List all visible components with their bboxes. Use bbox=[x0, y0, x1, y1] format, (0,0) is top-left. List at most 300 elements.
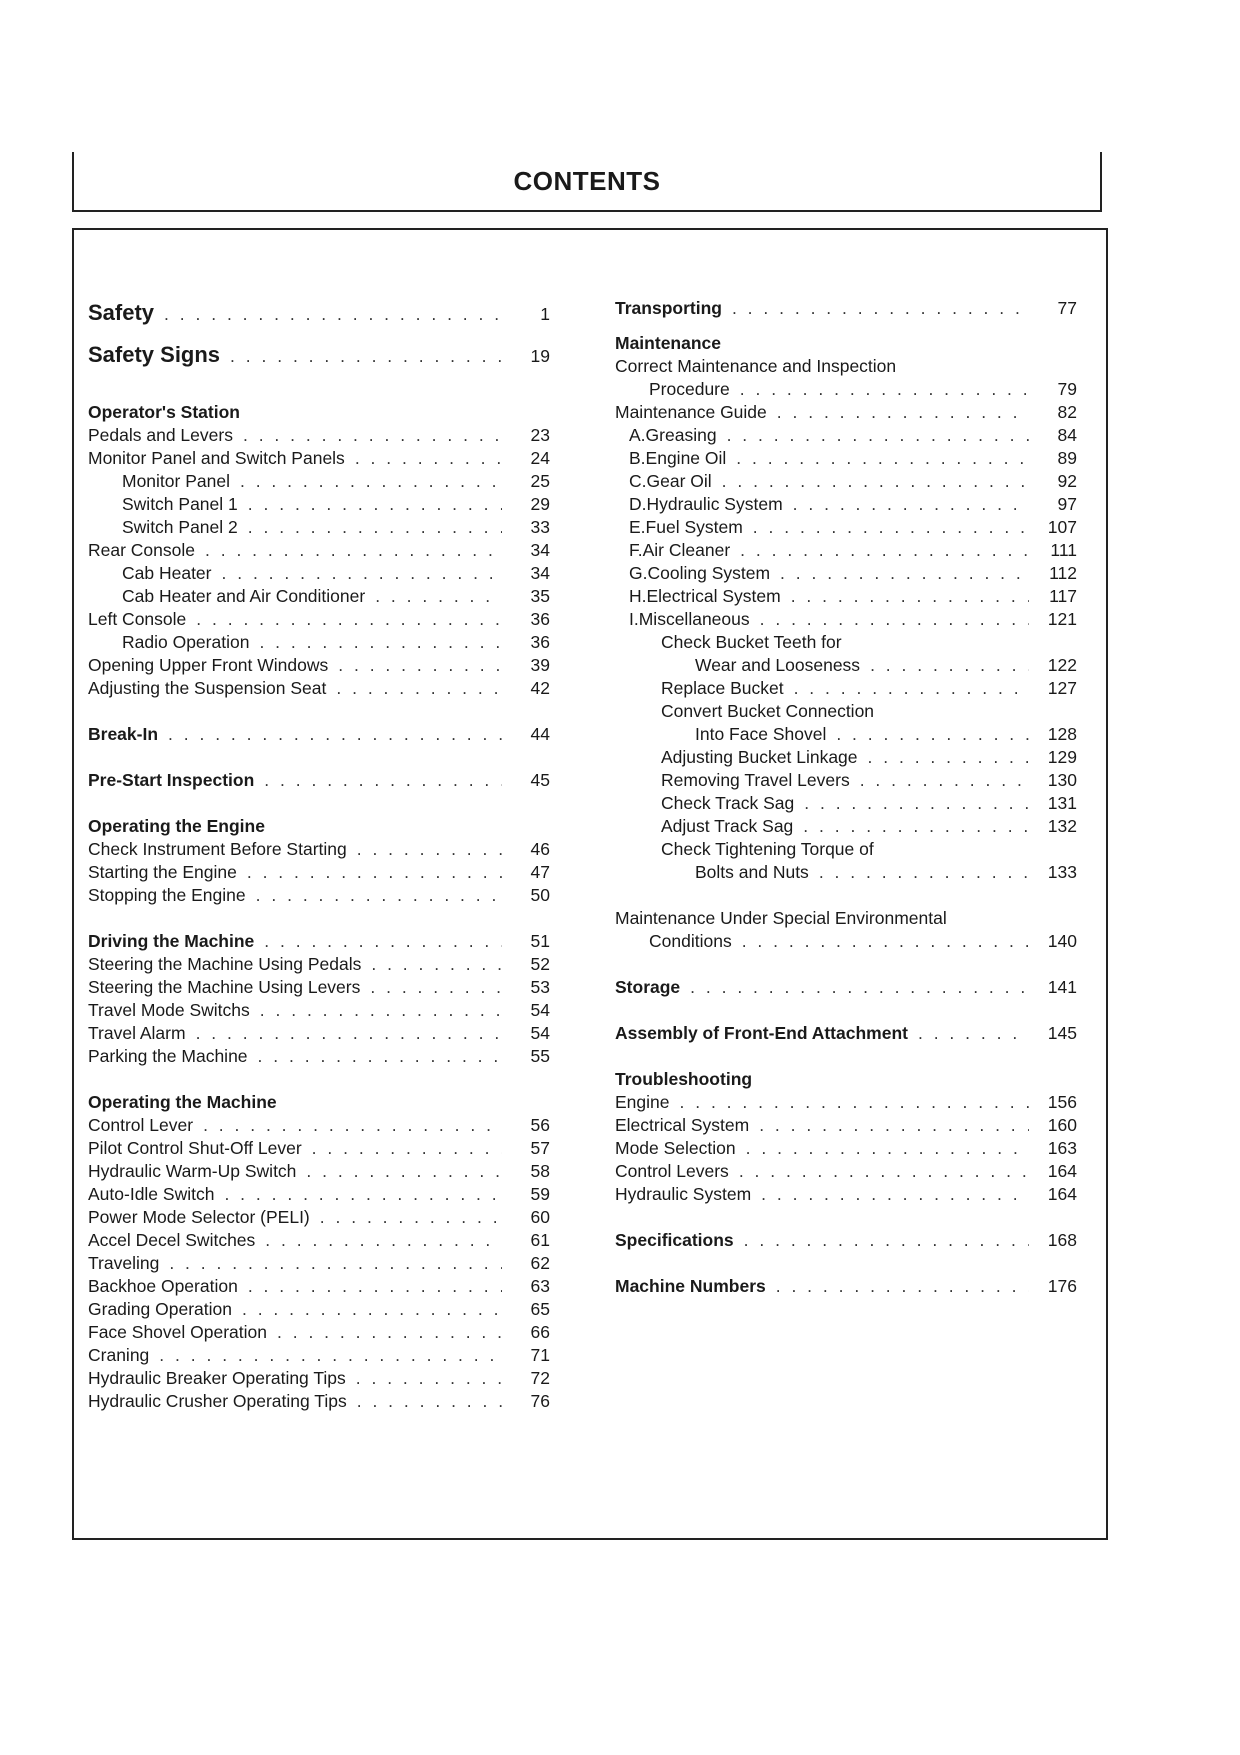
toc-page-number: 23 bbox=[530, 425, 550, 445]
toc-entry-title: Hydraulic Breaker Operating Tips bbox=[88, 1368, 346, 1388]
toc-dot-leader bbox=[777, 401, 1029, 424]
toc-entry-title: Steering the Machine Using Levers bbox=[88, 977, 361, 997]
toc-page-number: 61 bbox=[530, 1230, 550, 1250]
toc-entry bbox=[615, 700, 1077, 723]
toc-entry-title: Storage bbox=[615, 977, 681, 997]
toc-entry bbox=[88, 677, 550, 700]
toc-entry-title: Operating the Engine bbox=[88, 816, 265, 836]
toc-entry-title: Hydraulic Crusher Operating Tips bbox=[88, 1391, 347, 1411]
toc-entry-title: Adjusting the Suspension Seat bbox=[88, 678, 327, 698]
toc-entry bbox=[615, 907, 1077, 930]
toc-page-number: 112 bbox=[1049, 563, 1077, 583]
toc-entry bbox=[88, 930, 550, 953]
toc-entry-title: Air Cleaner bbox=[642, 540, 731, 560]
toc-entry-letter: I. bbox=[629, 609, 639, 629]
toc-dot-leader bbox=[727, 424, 1029, 447]
toc-entry-title: Transporting bbox=[615, 298, 722, 318]
toc-page-number: 44 bbox=[530, 724, 550, 744]
toc-page-number: 47 bbox=[530, 862, 550, 882]
toc-dot-leader bbox=[259, 631, 502, 654]
toc-dot-leader bbox=[247, 861, 502, 884]
toc-entry bbox=[615, 1275, 1077, 1298]
toc-dot-leader bbox=[264, 930, 502, 953]
toc-dot-leader bbox=[312, 1137, 502, 1160]
toc-dot-leader bbox=[680, 1091, 1030, 1114]
toc-entry-title: Hydraulic System bbox=[646, 494, 783, 514]
toc-entry-title: Pre-Start Inspection bbox=[88, 770, 255, 790]
toc-entry bbox=[88, 1344, 550, 1367]
toc-entry bbox=[88, 1275, 550, 1298]
toc-entry bbox=[615, 562, 1077, 585]
toc-entry-title: Specifications bbox=[615, 1230, 734, 1250]
toc-entry-title: Radio Operation bbox=[122, 632, 250, 652]
toc-page-number: 60 bbox=[530, 1207, 550, 1227]
toc-entry bbox=[88, 1390, 550, 1413]
toc-entry-title: Maintenance Under Special Environmental bbox=[615, 908, 947, 928]
toc-entry-title: Control Levers bbox=[615, 1161, 729, 1181]
toc-entry bbox=[88, 1206, 550, 1229]
toc-dot-leader bbox=[371, 953, 502, 976]
toc-entry bbox=[88, 332, 550, 378]
toc-entry bbox=[615, 378, 1077, 401]
toc-entry-title: Conditions bbox=[649, 931, 732, 951]
toc-entry bbox=[615, 792, 1077, 815]
toc-page-number: 33 bbox=[530, 517, 550, 537]
toc-entry-title: Bolts and Nuts bbox=[695, 862, 809, 882]
toc-dot-leader bbox=[248, 1275, 502, 1298]
toc-entry-title: Adjust Track Sag bbox=[661, 816, 794, 836]
toc-page-number: 97 bbox=[1057, 494, 1077, 514]
toc-dot-leader bbox=[320, 1206, 502, 1229]
toc-entry-title: Operator's Station bbox=[88, 402, 240, 422]
toc-dot-leader bbox=[224, 1183, 502, 1206]
toc-page-number: 156 bbox=[1047, 1092, 1077, 1112]
toc-entry-title: Wear and Looseness bbox=[695, 655, 861, 675]
toc-entry bbox=[88, 815, 550, 838]
toc-entry bbox=[88, 769, 550, 792]
toc-entry-title: Travel Mode Switchs bbox=[88, 1000, 250, 1020]
toc-page-number: 163 bbox=[1047, 1138, 1077, 1158]
toc-dot-leader bbox=[746, 1137, 1029, 1160]
toc-entry bbox=[88, 290, 550, 336]
toc-dot-leader bbox=[242, 1298, 502, 1321]
toc-entry bbox=[88, 1298, 550, 1321]
toc-entry-title: Replace Bucket bbox=[661, 678, 784, 698]
toc-entry bbox=[615, 1137, 1077, 1160]
toc-entry-title: Cab Heater and Air Conditioner bbox=[122, 586, 366, 606]
toc-dot-leader bbox=[240, 470, 502, 493]
toc-dot-leader bbox=[159, 1344, 502, 1367]
toc-entry bbox=[615, 861, 1077, 884]
toc-entry-title: Left Console bbox=[88, 609, 187, 629]
toc-dot-leader bbox=[256, 884, 502, 907]
toc-entry bbox=[88, 861, 550, 884]
toc-entry bbox=[88, 999, 550, 1022]
toc-entry bbox=[615, 1183, 1077, 1206]
toc-dot-leader bbox=[794, 677, 1029, 700]
toc-page-number: 160 bbox=[1047, 1115, 1077, 1135]
toc-entry bbox=[88, 1114, 550, 1137]
toc-dot-leader bbox=[761, 1183, 1029, 1206]
toc-page-number: 130 bbox=[1047, 770, 1077, 790]
toc-entry-title: Gear Oil bbox=[646, 471, 712, 491]
toc-entry-title: Face Shovel Operation bbox=[88, 1322, 267, 1342]
toc-dot-leader bbox=[690, 976, 1029, 999]
toc-entry-title: Steering the Machine Using Pedals bbox=[88, 954, 362, 974]
toc-page-number: 111 bbox=[1050, 540, 1077, 560]
toc-page-number: 164 bbox=[1047, 1184, 1077, 1204]
toc-entry bbox=[88, 608, 550, 631]
toc-entry-title: Greasing bbox=[645, 425, 717, 445]
toc-entry bbox=[615, 608, 1077, 631]
toc-dot-leader bbox=[793, 493, 1029, 516]
toc-page-number: 24 bbox=[530, 448, 550, 468]
toc-page-number: 133 bbox=[1047, 862, 1077, 882]
toc-entry bbox=[615, 1068, 1077, 1091]
toc-entry-title: Hydraulic Warm-Up Switch bbox=[88, 1161, 297, 1181]
toc-entry-title: Craning bbox=[88, 1345, 150, 1365]
toc-left-column bbox=[88, 290, 550, 1413]
toc-page-number: 132 bbox=[1047, 816, 1077, 836]
toc-entry-title: Safety Signs bbox=[88, 342, 221, 367]
toc-entry bbox=[615, 1022, 1077, 1045]
toc-page-number: 58 bbox=[530, 1161, 550, 1181]
toc-entry-title: Power Mode Selector (PELI) bbox=[88, 1207, 310, 1227]
toc-entry-title: Engine Oil bbox=[645, 448, 727, 468]
toc-page-number: 76 bbox=[530, 1391, 550, 1411]
toc-dot-leader bbox=[759, 1114, 1029, 1137]
toc-page-number: 42 bbox=[530, 678, 550, 698]
toc-entry-title: Cab Heater bbox=[122, 563, 212, 583]
toc-dot-leader bbox=[230, 333, 502, 379]
toc-entry-title: Switch Panel 1 bbox=[122, 494, 238, 514]
toc-entry-title: Mode Selection bbox=[615, 1138, 736, 1158]
toc-entry bbox=[615, 838, 1077, 861]
toc-page-number: 56 bbox=[530, 1115, 550, 1135]
toc-entry-title: Travel Alarm bbox=[88, 1023, 186, 1043]
toc-entry-title: Monitor Panel and Switch Panels bbox=[88, 448, 345, 468]
toc-page-number: 128 bbox=[1047, 724, 1077, 744]
toc-entry-title: Starting the Engine bbox=[88, 862, 237, 882]
toc-entry bbox=[88, 493, 550, 516]
toc-entry bbox=[615, 930, 1077, 953]
toc-page-number: 59 bbox=[530, 1184, 550, 1204]
toc-dot-leader bbox=[780, 562, 1029, 585]
toc-dot-leader bbox=[740, 539, 1029, 562]
toc-page-number: 129 bbox=[1047, 747, 1077, 767]
toc-page-number: 84 bbox=[1057, 425, 1077, 445]
toc-dot-leader bbox=[196, 1022, 502, 1045]
toc-entry bbox=[88, 1045, 550, 1068]
toc-dot-leader bbox=[205, 539, 502, 562]
toc-dot-leader bbox=[791, 585, 1029, 608]
toc-entry bbox=[615, 424, 1077, 447]
toc-dot-leader bbox=[248, 493, 502, 516]
toc-page-number: 117 bbox=[1049, 586, 1077, 606]
toc-entry bbox=[88, 562, 550, 585]
toc-entry-title: Electrical System bbox=[615, 1115, 750, 1135]
toc-dot-leader bbox=[370, 976, 502, 999]
toc-dot-leader bbox=[243, 424, 502, 447]
toc-page-number: 34 bbox=[530, 540, 550, 560]
toc-entry-title: Driving the Machine bbox=[88, 931, 255, 951]
toc-page-number: 168 bbox=[1047, 1230, 1077, 1250]
toc-entry bbox=[615, 516, 1077, 539]
toc-page-number: 1 bbox=[540, 304, 550, 324]
toc-entry bbox=[615, 976, 1077, 999]
toc-entry bbox=[615, 1160, 1077, 1183]
toc-page-number: 50 bbox=[530, 885, 550, 905]
toc-entry bbox=[88, 1091, 550, 1114]
toc-dot-leader bbox=[338, 654, 502, 677]
toc-entry-title: Miscellaneous bbox=[638, 609, 750, 629]
toc-page-number: 145 bbox=[1047, 1023, 1077, 1043]
toc-page-number: 35 bbox=[530, 586, 550, 606]
toc-entry bbox=[88, 1229, 550, 1252]
toc-entry-letter: C. bbox=[629, 471, 647, 491]
toc-page-number: 62 bbox=[530, 1253, 550, 1273]
toc-entry bbox=[615, 746, 1077, 769]
toc-dot-leader bbox=[164, 291, 502, 337]
toc-page-number: 29 bbox=[530, 494, 550, 514]
toc-entry bbox=[88, 539, 550, 562]
toc-page-number: 36 bbox=[530, 632, 550, 652]
toc-dot-leader bbox=[753, 516, 1029, 539]
toc-entry bbox=[615, 447, 1077, 470]
toc-page-number: 79 bbox=[1057, 379, 1077, 399]
toc-dot-leader bbox=[744, 1229, 1029, 1252]
toc-entry bbox=[615, 401, 1077, 424]
toc-dot-leader bbox=[375, 585, 502, 608]
toc-page-number: 34 bbox=[530, 563, 550, 583]
toc-entry bbox=[88, 1022, 550, 1045]
toc-dot-leader bbox=[357, 1390, 502, 1413]
toc-entry bbox=[615, 585, 1077, 608]
toc-dot-leader bbox=[868, 746, 1029, 769]
toc-entry-letter: A. bbox=[629, 425, 646, 445]
toc-page-number: 66 bbox=[530, 1322, 550, 1342]
toc-page-number: 140 bbox=[1047, 931, 1077, 951]
toc-dot-leader bbox=[357, 838, 502, 861]
toc-entry-title: Auto-Idle Switch bbox=[88, 1184, 215, 1204]
toc-entry bbox=[615, 290, 1077, 326]
contents-table bbox=[72, 228, 1108, 1540]
toc-entry bbox=[615, 654, 1077, 677]
toc-entry-letter: D. bbox=[629, 494, 647, 514]
toc-entry-title: Monitor Panel bbox=[122, 471, 230, 491]
toc-entry bbox=[88, 424, 550, 447]
toc-page-number: 54 bbox=[530, 1000, 550, 1020]
toc-entry-title: Maintenance bbox=[615, 333, 721, 353]
toc-page-number: 36 bbox=[530, 609, 550, 629]
toc-page-number: 19 bbox=[530, 346, 550, 366]
toc-entry bbox=[88, 723, 550, 746]
toc-page-number: 121 bbox=[1047, 609, 1077, 629]
toc-entry bbox=[615, 815, 1077, 838]
toc-entry-title: Check Tightening Torque of bbox=[661, 839, 874, 859]
toc-entry-title: Backhoe Operation bbox=[88, 1276, 238, 1296]
toc-entry-title: Grading Operation bbox=[88, 1299, 232, 1319]
toc-page-number: 72 bbox=[530, 1368, 550, 1388]
toc-entry-title: Machine Numbers bbox=[615, 1276, 766, 1296]
toc-entry-title: Cooling System bbox=[647, 563, 771, 583]
toc-entry bbox=[88, 1321, 550, 1344]
toc-page-number: 77 bbox=[1057, 298, 1077, 318]
toc-page-number: 89 bbox=[1057, 448, 1077, 468]
toc-entry-title: Assembly of Front-End Attachment bbox=[615, 1023, 908, 1043]
toc-page-number: 122 bbox=[1047, 655, 1077, 675]
toc-entry bbox=[615, 355, 1077, 378]
toc-entry-title: Control Lever bbox=[88, 1115, 194, 1135]
toc-entry-title: Stopping the Engine bbox=[88, 885, 246, 905]
toc-dot-leader bbox=[722, 470, 1029, 493]
toc-page-number: 92 bbox=[1057, 471, 1077, 491]
toc-dot-leader bbox=[264, 769, 502, 792]
toc-entry bbox=[615, 677, 1077, 700]
toc-entry-title: Operating the Machine bbox=[88, 1092, 277, 1112]
toc-dot-leader bbox=[277, 1321, 502, 1344]
toc-entry-letter: F. bbox=[629, 540, 643, 560]
toc-page-number: 46 bbox=[530, 839, 550, 859]
toc-page-number: 52 bbox=[530, 954, 550, 974]
toc-entry bbox=[88, 1137, 550, 1160]
toc-entry bbox=[615, 1229, 1077, 1252]
toc-entry-title: Adjusting Bucket Linkage bbox=[661, 747, 858, 767]
toc-page-number: 127 bbox=[1047, 678, 1077, 698]
toc-entry-letter: E. bbox=[629, 517, 646, 537]
toc-page-number: 65 bbox=[530, 1299, 550, 1319]
toc-dot-leader bbox=[265, 1229, 502, 1252]
toc-entry-title: Safety bbox=[88, 300, 155, 325]
toc-entry-letter: B. bbox=[629, 448, 646, 468]
toc-entry bbox=[88, 953, 550, 976]
toc-entry-title: Check Instrument Before Starting bbox=[88, 839, 347, 859]
toc-page-number: 82 bbox=[1057, 402, 1077, 422]
toc-dot-leader bbox=[760, 608, 1029, 631]
toc-page-number: 39 bbox=[530, 655, 550, 675]
toc-dot-leader bbox=[776, 1275, 1029, 1298]
toc-page-number: 54 bbox=[530, 1023, 550, 1043]
toc-entry bbox=[615, 470, 1077, 493]
toc-dot-leader bbox=[740, 378, 1029, 401]
toc-entry-title: Procedure bbox=[649, 379, 730, 399]
toc-entry bbox=[88, 401, 550, 424]
toc-page-number: 51 bbox=[530, 931, 550, 951]
toc-entry bbox=[615, 631, 1077, 654]
toc-entry bbox=[88, 447, 550, 470]
toc-page-number: 176 bbox=[1047, 1276, 1077, 1296]
toc-page-number: 25 bbox=[530, 471, 550, 491]
contents-header-box bbox=[72, 152, 1102, 212]
toc-dot-leader bbox=[203, 1114, 502, 1137]
toc-dot-leader bbox=[260, 999, 502, 1022]
toc-page-number: 131 bbox=[1047, 793, 1077, 813]
toc-entry bbox=[615, 493, 1077, 516]
toc-entry bbox=[88, 976, 550, 999]
toc-page-number: 55 bbox=[530, 1046, 550, 1066]
toc-dot-leader bbox=[169, 1252, 502, 1275]
toc-entry-title: Accel Decel Switches bbox=[88, 1230, 256, 1250]
toc-entry-letter: G. bbox=[629, 563, 648, 583]
toc-entry-letter: H. bbox=[629, 586, 647, 606]
toc-entry-title: Engine bbox=[615, 1092, 670, 1112]
toc-entry bbox=[88, 1160, 550, 1183]
toc-entry bbox=[88, 838, 550, 861]
toc-dot-leader bbox=[736, 447, 1029, 470]
toc-page-number: 107 bbox=[1047, 517, 1077, 537]
toc-entry-title: Convert Bucket Connection bbox=[661, 701, 875, 721]
toc-entry-title: Pedals and Levers bbox=[88, 425, 233, 445]
toc-dot-leader bbox=[742, 930, 1029, 953]
toc-entry bbox=[88, 470, 550, 493]
toc-entry bbox=[88, 1183, 550, 1206]
toc-dot-leader bbox=[248, 516, 502, 539]
toc-entry-title: Parking the Machine bbox=[88, 1046, 248, 1066]
toc-page-number: 57 bbox=[530, 1138, 550, 1158]
toc-dot-leader bbox=[739, 1160, 1029, 1183]
toc-dot-leader bbox=[258, 1045, 502, 1068]
toc-dot-leader bbox=[222, 562, 503, 585]
toc-entry-title: Traveling bbox=[88, 1253, 160, 1273]
toc-entry-title: Into Face Shovel bbox=[695, 724, 827, 744]
toc-dot-leader bbox=[804, 792, 1029, 815]
toc-page-number: 164 bbox=[1047, 1161, 1077, 1181]
toc-page-number: 53 bbox=[530, 977, 550, 997]
toc-page-number: 45 bbox=[530, 770, 550, 790]
toc-entry bbox=[88, 1367, 550, 1390]
toc-entry bbox=[88, 631, 550, 654]
toc-entry-title: Switch Panel 2 bbox=[122, 517, 238, 537]
toc-entry bbox=[615, 723, 1077, 746]
toc-dot-leader bbox=[732, 290, 1029, 326]
toc-dot-leader bbox=[336, 677, 502, 700]
toc-right-column bbox=[615, 290, 1077, 1298]
toc-page-number: 71 bbox=[530, 1345, 550, 1365]
toc-dot-leader bbox=[819, 861, 1029, 884]
toc-entry-title: Break-In bbox=[88, 724, 159, 744]
toc-dot-leader bbox=[836, 723, 1029, 746]
toc-dot-leader bbox=[918, 1022, 1029, 1045]
toc-page-number: 63 bbox=[530, 1276, 550, 1296]
toc-entry-title: Rear Console bbox=[88, 540, 195, 560]
toc-entry bbox=[615, 332, 1077, 355]
toc-dot-leader bbox=[306, 1160, 502, 1183]
toc-entry bbox=[88, 654, 550, 677]
toc-entry bbox=[88, 516, 550, 539]
toc-entry bbox=[615, 1091, 1077, 1114]
toc-entry-title: Opening Upper Front Windows bbox=[88, 655, 329, 675]
toc-dot-leader bbox=[870, 654, 1029, 677]
toc-entry bbox=[88, 1252, 550, 1275]
toc-dot-leader bbox=[196, 608, 502, 631]
toc-entry-title: Hydraulic System bbox=[615, 1184, 752, 1204]
toc-dot-leader bbox=[356, 1367, 502, 1390]
toc-page-number: 141 bbox=[1047, 977, 1077, 997]
toc-dot-leader bbox=[860, 769, 1029, 792]
toc-entry-title: Troubleshooting bbox=[615, 1069, 753, 1089]
toc-entry bbox=[615, 1114, 1077, 1137]
toc-entry bbox=[615, 539, 1077, 562]
toc-dot-leader bbox=[168, 723, 502, 746]
toc-entry-title: Fuel System bbox=[645, 517, 743, 537]
toc-entry-title: Maintenance Guide bbox=[615, 402, 767, 422]
page-title: CONTENTS bbox=[513, 166, 661, 196]
toc-entry bbox=[88, 884, 550, 907]
toc-entry-title: Correct Maintenance and Inspection bbox=[615, 356, 897, 376]
toc-entry bbox=[88, 585, 550, 608]
toc-entry-title: Pilot Control Shut-Off Lever bbox=[88, 1138, 302, 1158]
toc-dot-leader bbox=[803, 815, 1029, 838]
